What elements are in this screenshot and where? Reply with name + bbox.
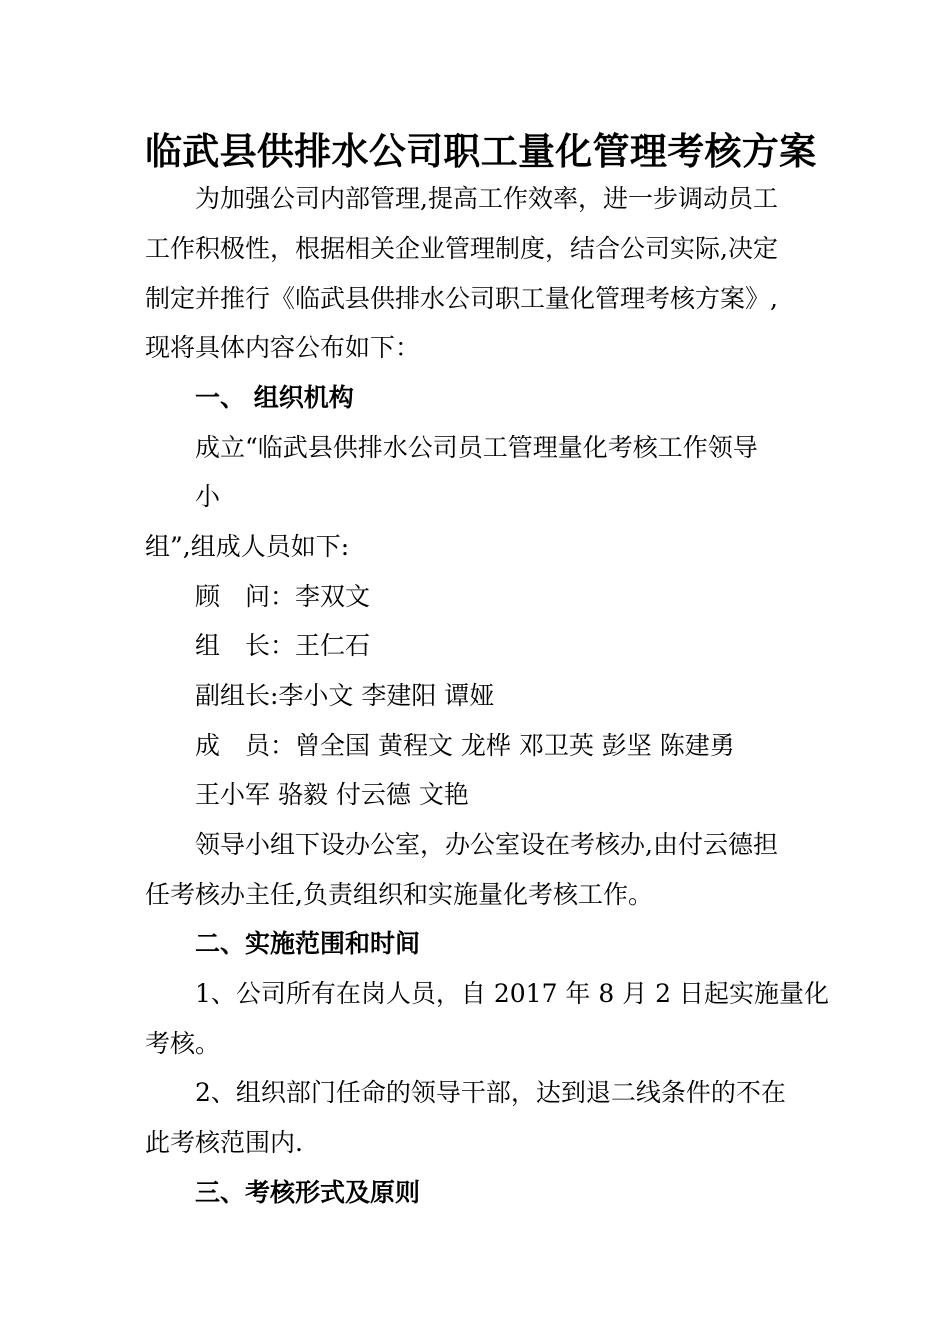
- section-2-heading: 二、实施范围和时间: [195, 929, 421, 958]
- members-line-2: 王小军 骆毅 付云德 文艳: [195, 780, 469, 809]
- deputy-leader-line: 副组长:李小文 李建阳 谭娅: [195, 681, 495, 710]
- intro-line-1: 为加强公司内部管理,提高工作效率，进一步调动员工: [195, 184, 778, 213]
- office-line-1: 领导小组下设办公室，办公室设在考核办,由付云德担: [195, 830, 778, 859]
- document-title: 临武县供排水公司职工量化管理考核方案: [145, 129, 817, 173]
- intro-line-2: 工作积极性，根据相关企业管理制度，结合公司实际,决定: [145, 234, 778, 263]
- intro-line-4: 现将具体内容公布如下：: [145, 333, 421, 362]
- section-2-line-4: 此考核范围内.: [145, 1128, 303, 1157]
- leader-line: 组 长：王仁石: [195, 631, 371, 660]
- advisor-line: 顾 问：李双文: [195, 582, 371, 611]
- office-line-2: 任考核办主任,负责组织和实施量化考核工作。: [145, 880, 653, 909]
- intro-line-3: 制定并推行《临武县供排水公司职工量化管理考核方案》,: [145, 284, 778, 313]
- section-1-line-2: 小: [195, 482, 221, 511]
- section-1-heading: 一、 组织机构: [195, 383, 354, 412]
- section-2-line-1: 1、公司所有在岗人员，自 2017 年 8 月 2 日起实施量化: [195, 979, 830, 1008]
- section-1-line-3: 组”,组成人员如下:: [145, 532, 350, 561]
- members-line-1: 成 员：曾全国 黄程文 龙桦 邓卫英 彭坚 陈建勇: [195, 731, 735, 760]
- section-1-line-1: 成立“临武县供排水公司员工管理量化考核工作领导: [195, 433, 758, 462]
- section-2-line-2: 考核。: [145, 1029, 221, 1058]
- section-3-heading: 三、考核形式及原则: [195, 1178, 421, 1207]
- section-2-line-3: 2、组织部门任命的领导干部，达到退二线条件的不在: [195, 1078, 786, 1107]
